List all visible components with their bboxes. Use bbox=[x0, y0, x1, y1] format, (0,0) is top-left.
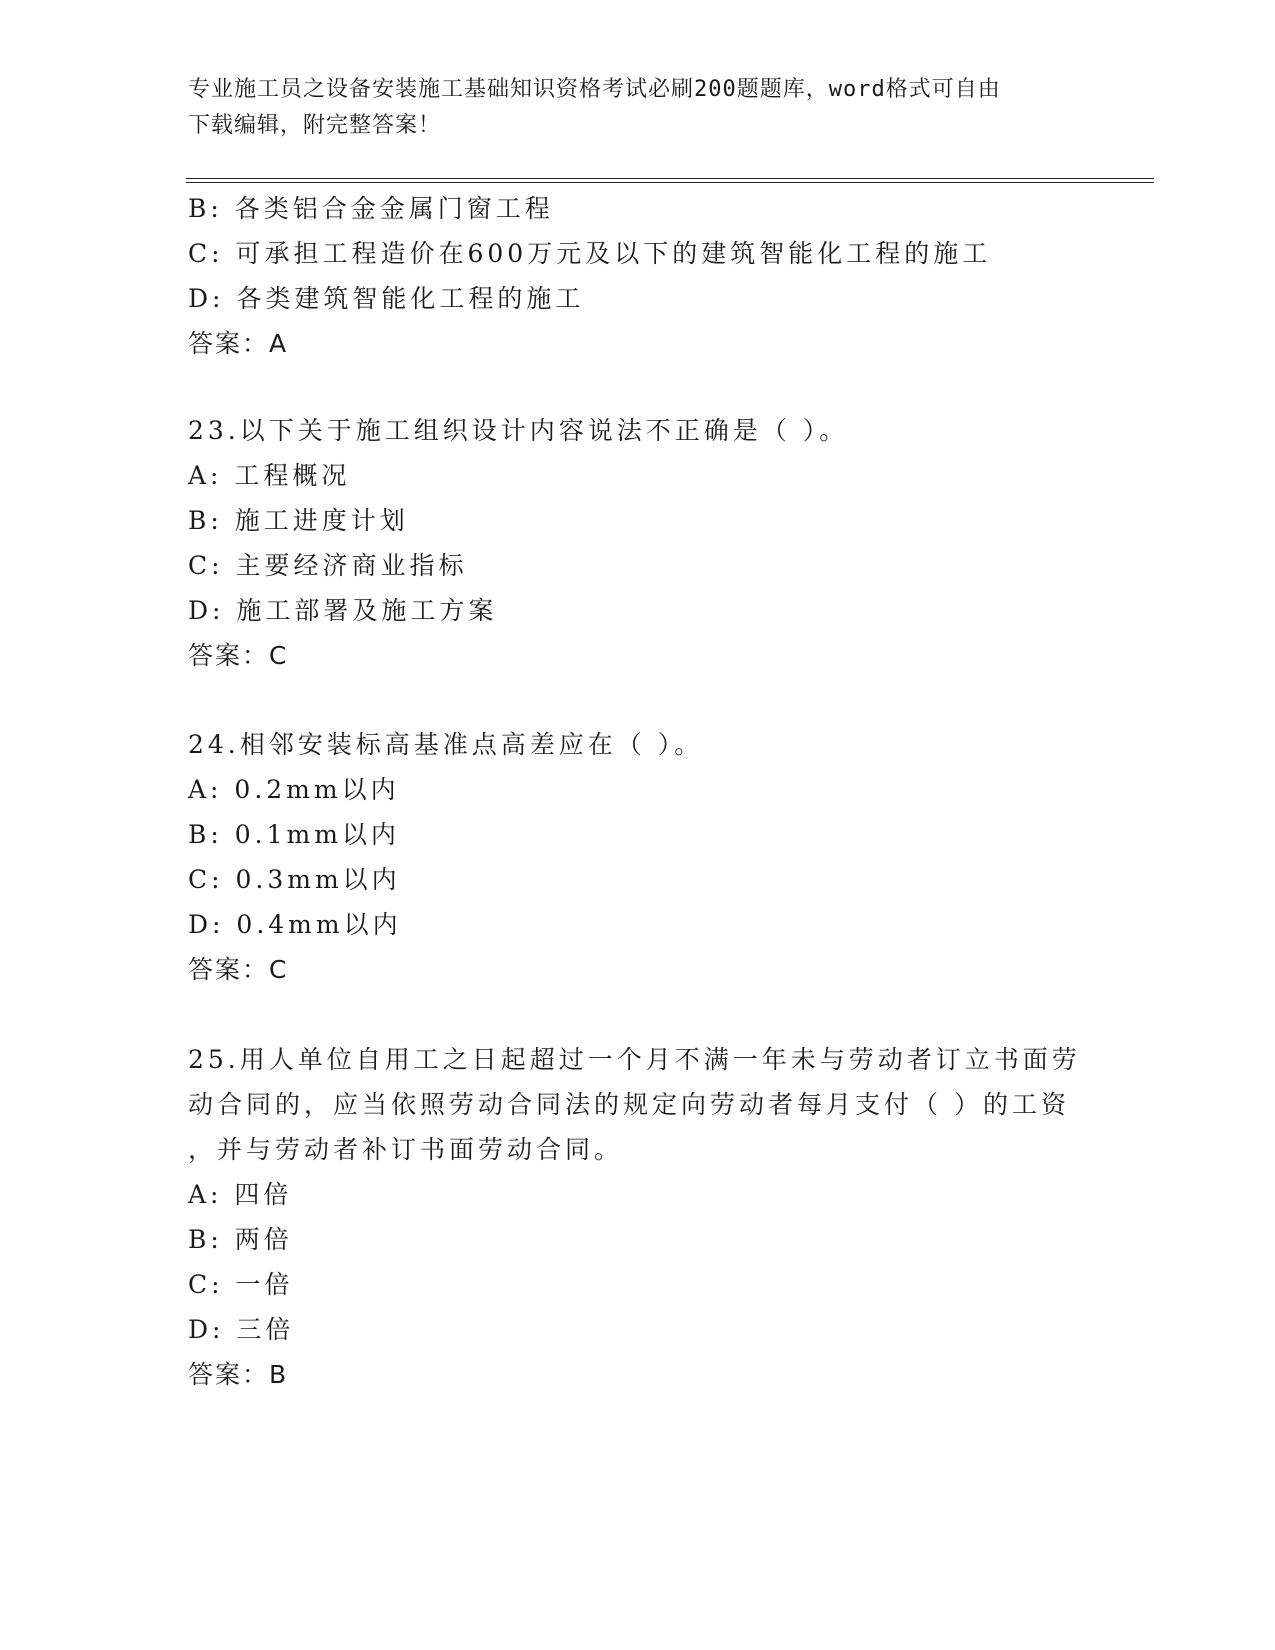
question-stem: 24.相邻安装标高基准点高差应在（ ）。 bbox=[188, 730, 704, 759]
option-c: C: 一倍 bbox=[188, 1270, 294, 1299]
option-b: B: 两倍 bbox=[188, 1225, 293, 1254]
answer: 答案：B bbox=[188, 1360, 289, 1389]
answer: 答案：C bbox=[188, 641, 289, 670]
option-d: D: 0.4mm以内 bbox=[188, 910, 402, 939]
option-c: C: 可承担工程造价在600万元及以下的建筑智能化工程的施工 bbox=[188, 239, 992, 268]
option-b: B: 各类铝合金金属门窗工程 bbox=[188, 194, 554, 223]
question-stem-line-3: ，并与劳动者补订书面劳动合同。 bbox=[188, 1135, 624, 1164]
question-stem-line-1: 25.用人单位自用工之日起超过一个月不满一年未与劳动者订立书面劳 bbox=[188, 1045, 1081, 1074]
header-line-1: 专业施工员之设备安装施工基础知识资格考试必刷200题题库，word格式可自由 bbox=[188, 77, 1001, 102]
header-rule-bottom bbox=[186, 182, 1154, 183]
option-a: A: 四倍 bbox=[188, 1180, 293, 1209]
document-header bbox=[188, 72, 1088, 144]
header-line-2: 下载编辑，附完整答案！ bbox=[188, 113, 442, 138]
option-c: C: 主要经济商业指标 bbox=[188, 551, 468, 580]
option-d: D: 三倍 bbox=[188, 1315, 295, 1344]
option-d: D: 各类建筑智能化工程的施工 bbox=[188, 284, 585, 313]
question-stem-line-2: 动合同的，应当依照劳动合同法的规定向劳动者每月支付（ ）的工资 bbox=[188, 1090, 1070, 1119]
header-rule-top bbox=[186, 178, 1154, 179]
option-b: B: 施工进度计划 bbox=[188, 506, 409, 535]
option-d: D: 施工部署及施工方案 bbox=[188, 596, 498, 625]
answer: 答案：C bbox=[188, 955, 289, 984]
option-b: B: 0.1mm以内 bbox=[188, 820, 400, 849]
answer: 答案：A bbox=[188, 329, 289, 358]
option-a: A: 工程概况 bbox=[188, 461, 351, 490]
option-c: C: 0.3mm以内 bbox=[188, 865, 401, 894]
question-stem: 23.以下关于施工组织设计内容说法不正确是（ ）。 bbox=[188, 416, 849, 445]
option-a: A: 0.2mm以内 bbox=[188, 775, 400, 804]
